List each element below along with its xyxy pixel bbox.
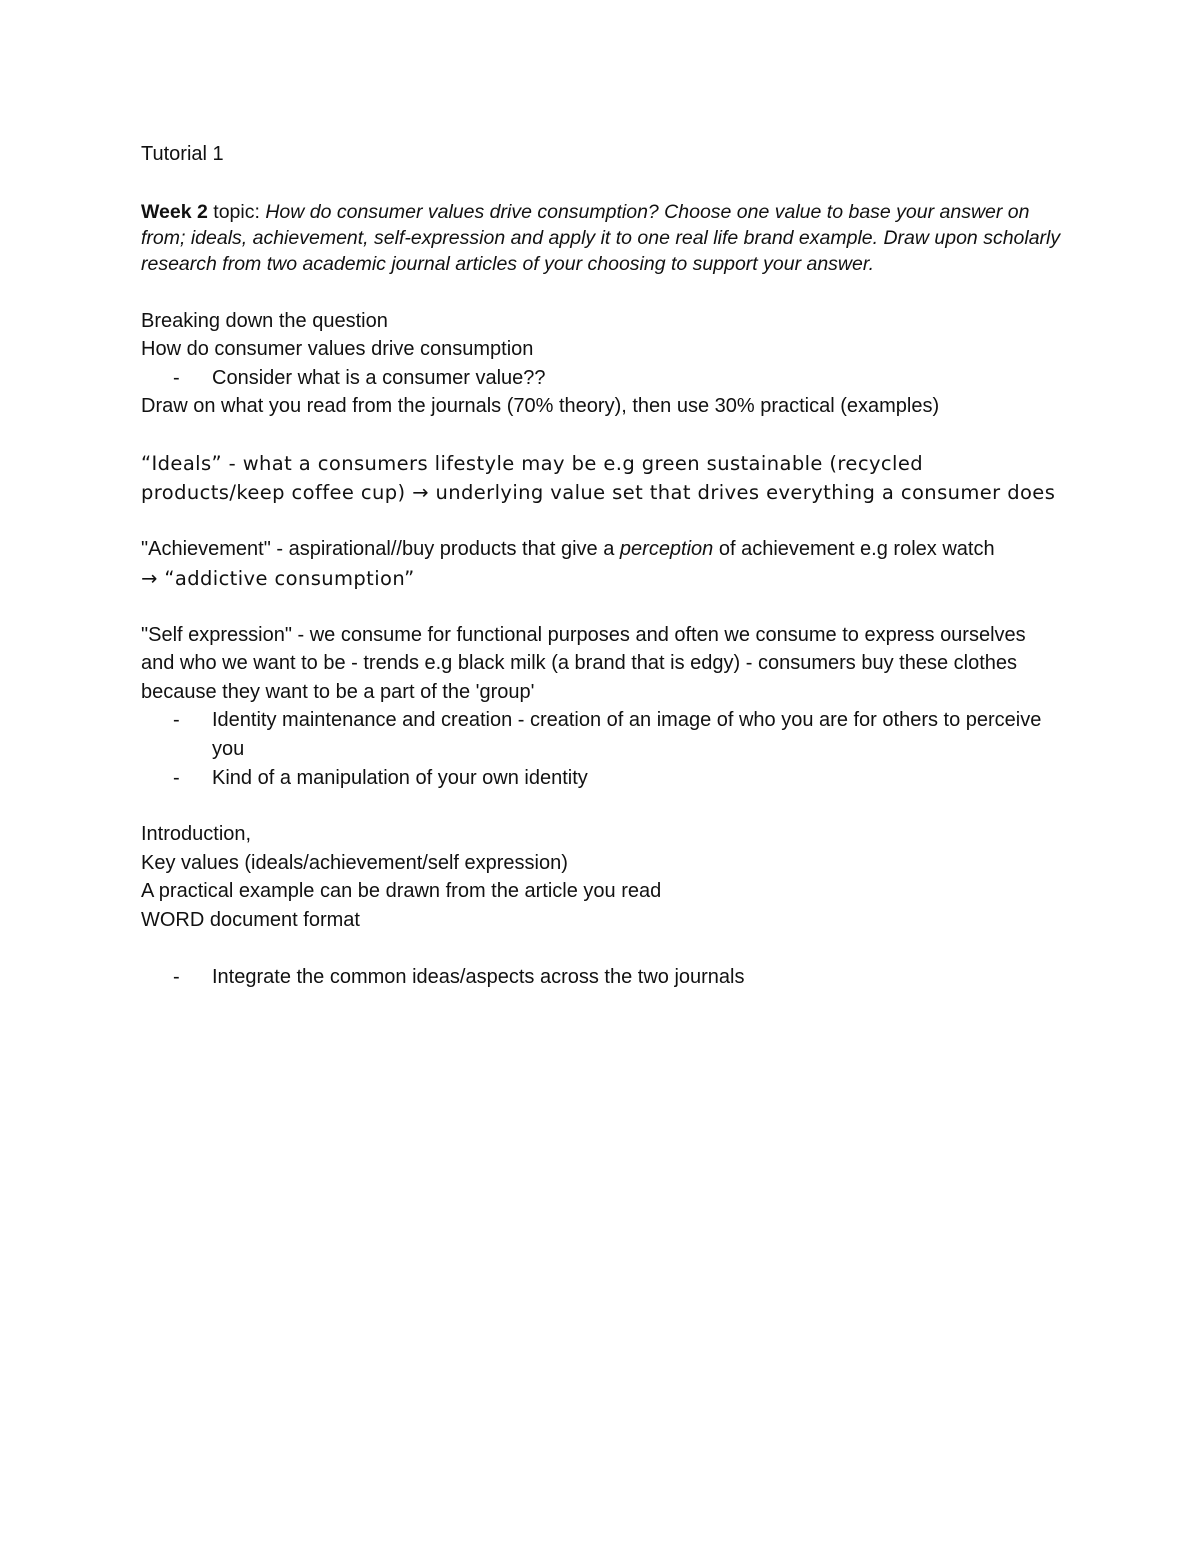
addictive-consumption-line: → “addictive consumption” <box>141 566 415 590</box>
bullet-text: Kind of a manipulation of your own identity <box>212 766 588 789</box>
introduction-line-1: Introduction, <box>141 823 252 846</box>
achievement-paragraph <box>141 535 1061 564</box>
achievement-text-before: "Achievement" - aspirational//buy products that give a <box>141 537 620 560</box>
achievement-text-after: of achievement e.g rolex watch <box>713 537 995 560</box>
topic-paragraph <box>141 199 1061 277</box>
document-title: Tutorial 1 <box>141 143 224 165</box>
introduction-line-4: WORD document format <box>141 908 360 931</box>
introduction-line-3: A practical example can be drawn from the article you read <box>141 880 662 903</box>
bullet-dash: - <box>173 709 180 732</box>
bullet-dash: - <box>173 766 180 789</box>
self-expression-bullet-2 <box>141 764 1061 793</box>
topic-label: topic: <box>207 200 266 223</box>
breakdown-line-2: Draw on what you read from the journals (70% theory), then use 30% practical (examples) <box>141 395 940 418</box>
achievement-emphasis: perception <box>619 537 714 560</box>
breakdown-heading: Breaking down the question <box>141 309 388 332</box>
bullet-text: Identity maintenance and creation - creation of an image of who you are for others to perceive you <box>212 709 1042 760</box>
bullet-dash: - <box>173 965 180 988</box>
bullet-text: Integrate the common ideas/aspects across the two journals <box>212 965 745 988</box>
week-label: Week 2 <box>141 200 208 223</box>
introduction-line-2: Key values (ideals/achievement/self expression) <box>141 851 568 874</box>
bullet-text: Consider what is a consumer value?? <box>212 366 546 389</box>
breakdown-bullet-1 <box>141 364 1061 393</box>
self-expression-paragraph: "Self expression" - we consume for functional purposes and often we consume to express ourselves and who we want to be - trends e.g black milk (a brand that is edgy) - consumers buy these clothes because they want to be a part of the 'group' <box>141 623 1026 703</box>
self-expression-bullet-1 <box>141 706 1061 763</box>
document-page <box>141 140 1061 991</box>
breakdown-line-1: How do consumer values drive consumption <box>141 338 534 361</box>
introduction-bullet-1 <box>141 963 1061 992</box>
topic-question: How do consumer values drive consumption? Choose one value to base your answer on from; ideals, achievement, self-expression and apply it to one real life brand example. Draw upon scholarly research from two academic journal articles of your choosing to support your answer. <box>141 200 1061 275</box>
bullet-dash: - <box>173 366 180 389</box>
ideals-paragraph: “Ideals” - what a consumers lifestyle may be e.g green sustainable (recycled products/keep coffee cup) → underlying value set that drives everything a consumer does <box>141 451 1056 504</box>
